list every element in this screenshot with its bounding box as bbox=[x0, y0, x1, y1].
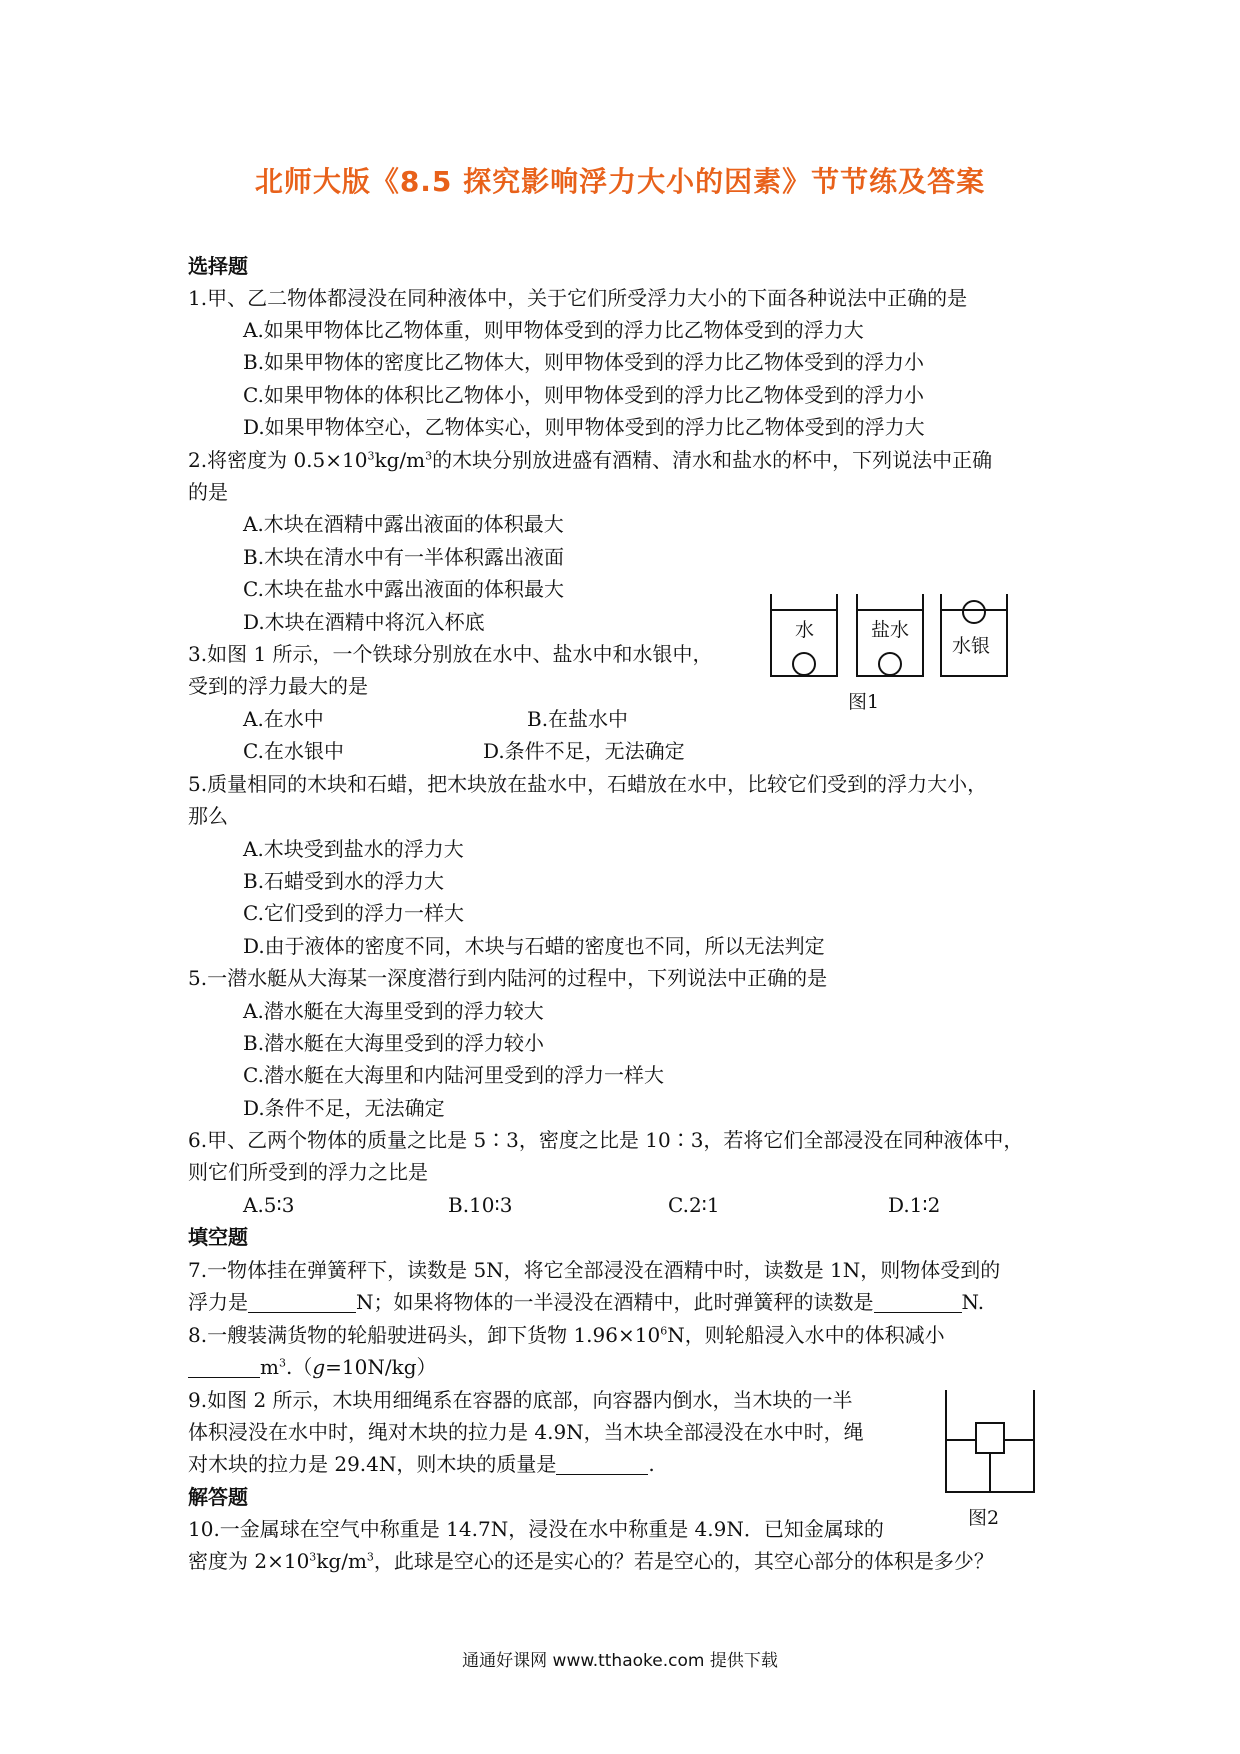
q1-option-b: B.如果甲物体的密度比乙物体大，则甲物体受到的浮力比乙物体受到的浮力小 bbox=[243, 350, 925, 374]
q6-option-a: A.5∶3 bbox=[243, 1193, 295, 1217]
q9-line1: 9.如图 2 所示，木块用细绳系在容器的底部，向容器内倒水，当木块的一半 bbox=[188, 1388, 853, 1412]
q8-line1: 8.一艘装满货物的轮船驶进码头，卸下货物 $1.96\times 10^6N$，则轮船浸入水中的体积减小 bbox=[188, 1323, 945, 1347]
q5-option-b: B.潜水艇在大海里受到的浮力较小 bbox=[243, 1031, 545, 1055]
cup-mercury-label: 水银 bbox=[952, 635, 991, 657]
q8-blank[interactable] bbox=[188, 1357, 260, 1378]
section-fill-heading: 填空题 bbox=[188, 1225, 248, 1249]
q8-line2: $m^3.(g=10N/kg)$ bbox=[188, 1353, 437, 1381]
q1-option-a: A.如果甲物体比乙物体重，则甲物体受到的浮力比乙物体受到的浮力大 bbox=[243, 318, 864, 342]
q4-option-a: A.木块受到盐水的浮力大 bbox=[243, 837, 464, 861]
q9-blank[interactable] bbox=[556, 1454, 648, 1475]
q4-stem-cont: 那么 bbox=[188, 804, 228, 828]
q6-stem-cont: 则它们所受到的浮力之比是 bbox=[188, 1160, 428, 1184]
figure-2-container bbox=[940, 1386, 1040, 1496]
q2-option-c: C.木块在盐水中露出液面的体积最大 bbox=[243, 577, 564, 601]
wood-block bbox=[976, 1423, 1004, 1453]
q3-option-a: A.在水中 bbox=[243, 707, 324, 731]
figure-2-caption: 图2 bbox=[968, 1507, 1000, 1529]
q5-option-c: C.潜水艇在大海里和内陆河里受到的浮力一样大 bbox=[243, 1063, 664, 1087]
page-footer: 通通好课网 www.tthaoke.com 提供下载 bbox=[462, 1651, 778, 1671]
q6-option-b: B.10∶3 bbox=[448, 1193, 513, 1217]
q5-option-d: D.条件不足，无法确定 bbox=[243, 1096, 445, 1120]
q2-stem: 2.将密度为 $0.5\times 10^3kg/m^3$的木块分别放进盛有酒精、清水和盐水的杯中，下列说法中正确 bbox=[188, 448, 993, 472]
q1-option-c: C.如果甲物体的体积比乙物体小，则甲物体受到的浮力比乙物体受到的浮力小 bbox=[243, 383, 924, 407]
q4-option-d: D.由于液体的密度不同，木块与石蜡的密度也不同，所以无法判定 bbox=[243, 934, 825, 958]
q9-line3: 对木块的拉力是 29.4N，则木块的质量是 . bbox=[188, 1452, 655, 1476]
q2-option-d: D.木块在酒精中将沉入杯底 bbox=[243, 610, 485, 634]
figure-1-caption: 图1 bbox=[848, 691, 880, 713]
q2-option-b: B.木块在清水中有一半体积露出液面 bbox=[243, 545, 565, 569]
cup-salt-water-label: 盐水 bbox=[871, 619, 910, 641]
q7-line1: 7.一物体挂在弹簧秤下，读数是 5N，将它全部浸没在酒精中时，读数是 1N，则物体受到的 bbox=[188, 1258, 1001, 1282]
section-answer-heading: 解答题 bbox=[188, 1485, 248, 1509]
q6-option-d: D.1∶2 bbox=[888, 1193, 941, 1217]
q1-stem: 1.甲、乙二物体都浸没在同种液体中，关于它们所受浮力大小的下面各种说法中正确的是 bbox=[188, 286, 968, 310]
q7-blank-2[interactable] bbox=[874, 1292, 962, 1313]
q6-option-c: C.2∶1 bbox=[668, 1193, 720, 1217]
q3-option-c: C.在水银中 bbox=[243, 739, 344, 763]
q3-option-b: B.在盐水中 bbox=[527, 707, 629, 731]
section-choice-heading: 选择题 bbox=[188, 254, 248, 278]
cup-water-label: 水 bbox=[795, 619, 815, 641]
page-title: 北师大版《8.5 探究影响浮力大小的因素》节节练及答案 bbox=[254, 165, 986, 198]
q5-option-a: A.潜水艇在大海里受到的浮力较大 bbox=[243, 999, 544, 1023]
q3-stem-cont: 受到的浮力最大的是 bbox=[188, 674, 368, 698]
q4-stem: 5.质量相同的木块和石蜡，把木块放在盐水中，石蜡放在水中，比较它们受到的浮力大小， bbox=[188, 772, 988, 796]
q10-line2: 密度为 $2\times 10^3kg/m^3$，此球是空心的还是实心的？若是空心的，其空心部分的体积是多少？ bbox=[188, 1549, 994, 1573]
q4-option-c: C.它们受到的浮力一样大 bbox=[243, 901, 464, 925]
q3-stem: 3.如图 1 所示，一个铁球分别放在水中、盐水中和水银中， bbox=[188, 642, 713, 666]
q9-line2: 体积浸没在水中时，绳对木块的拉力是 4.9N，当木块全部浸没在水中时，绳 bbox=[188, 1420, 864, 1444]
q2-stem-cont: 的是 bbox=[188, 480, 228, 504]
q2-option-a: A.木块在酒精中露出液面的体积最大 bbox=[243, 512, 564, 536]
q1-option-d: D.如果甲物体空心，乙物体实心，则甲物体受到的浮力比乙物体受到的浮力大 bbox=[243, 415, 925, 439]
q6-stem: 6.甲、乙两个物体的质量之比是 5∶3，密度之比是 10∶3，若将它们全部浸没在同种液体中， bbox=[188, 1128, 1024, 1152]
q4-option-b: B.石蜡受到水的浮力大 bbox=[243, 869, 445, 893]
q5-stem: 5.一潜水艇从大海某一深度潜行到内陆河的过程中，下列说法中正确的是 bbox=[188, 966, 828, 990]
q3-option-d: D.条件不足，无法确定 bbox=[483, 739, 685, 763]
q10-line1: 10.一金属球在空气中称重是 14.7N，浸没在水中称重是 4.9N．已知金属球的 bbox=[188, 1517, 884, 1541]
q7-line2: 浮力是 N；如果将物体的一半浸没在酒精中，此时弹簧秤的读数是 N. bbox=[188, 1290, 985, 1314]
q7-blank-1[interactable] bbox=[248, 1292, 356, 1313]
